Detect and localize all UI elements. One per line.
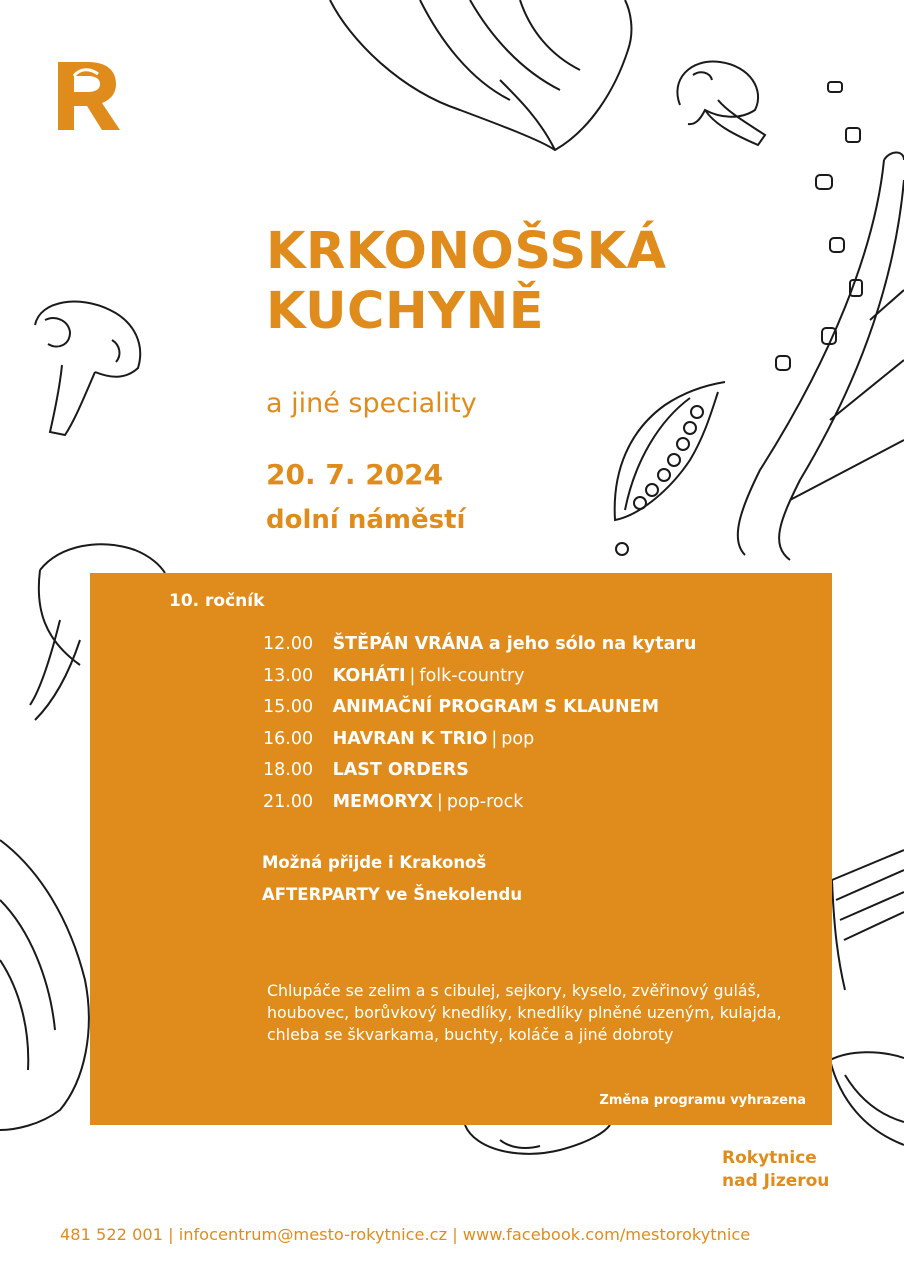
extra-krakonos: Možná přijde i Krakonoš xyxy=(262,853,487,872)
edition-label: 10. ročník xyxy=(169,591,265,611)
contact-line: 481 522 001 | infocentrum@mesto-rokytnice.cz | www.facebook.com/mestorokytnice xyxy=(60,1225,751,1244)
schedule-time: 16.00 xyxy=(263,728,314,749)
schedule-item: 21.00 MEMORYX | pop-rock xyxy=(263,787,696,819)
schedule-act: LAST ORDERS xyxy=(332,760,469,780)
mushroom-icon xyxy=(677,62,765,145)
event-place: dolní náměstí xyxy=(266,505,466,535)
subtitle: a jiné speciality xyxy=(266,388,477,419)
extras xyxy=(262,847,522,911)
extra-afterparty: AFTERPARTY ve Šnekolendu xyxy=(262,885,523,904)
food-list: Chlupáče se zelim a s cibulej, sejkory, kyselo, zvěřinový guláš, houbovec, borůvkový knedlíky, knedlíky plněné uzeným, kulajda, chleba se škvarkama, buchty, koláče a jiné dobroty xyxy=(267,981,782,1044)
page-title xyxy=(266,222,667,342)
schedule-genre: pop-rock xyxy=(446,791,524,812)
pea-pod-icon xyxy=(615,382,725,520)
schedule-act: MEMORYX xyxy=(332,791,433,812)
leek-icon xyxy=(832,850,904,990)
leek-icon xyxy=(738,153,904,561)
schedule-time: 12.00 xyxy=(263,634,314,654)
schedule-act: KOHÁTI xyxy=(332,665,406,686)
title-line-2: KUCHYNĚ xyxy=(266,282,545,341)
mushroom-icon xyxy=(35,302,140,435)
pepper-icon xyxy=(330,0,631,150)
schedule-list xyxy=(263,629,696,818)
town-line-1: Rokytnice xyxy=(722,1148,817,1168)
schedule-time: 15.00 xyxy=(263,697,314,717)
town-name xyxy=(722,1147,829,1193)
onion-icon xyxy=(0,840,89,1130)
schedule-genre: folk-country xyxy=(419,665,525,686)
schedule-item: 16.00 HAVRAN K TRIO | pop xyxy=(263,724,696,756)
mushroom-icon xyxy=(465,1125,610,1154)
schedule-item xyxy=(263,692,696,724)
onion-icon xyxy=(830,1052,904,1145)
schedule-act: ŠTĚPÁN VRÁNA xyxy=(332,634,484,654)
schedule-act: ANIMAČNÍ PROGRAM S KLAUNEM xyxy=(332,697,660,717)
schedule-item: 13.00 KOHÁTI | folk-country xyxy=(263,661,696,693)
schedule-act: HAVRAN K TRIO xyxy=(332,728,488,749)
event-date: 20. 7. 2024 xyxy=(266,458,444,491)
schedule-time: 21.00 xyxy=(263,791,314,812)
schedule-item xyxy=(263,755,696,787)
r-logo-icon xyxy=(54,58,122,132)
title-line-1: KRKONOŠSKÁ xyxy=(266,222,667,281)
program-note: Změna programu vyhrazena xyxy=(599,1093,806,1108)
program-panel xyxy=(90,573,832,1125)
schedule-time: 13.00 xyxy=(263,665,314,686)
schedule-item xyxy=(263,629,696,661)
schedule-genre: a jeho sólo na kytaru xyxy=(488,634,697,654)
schedule-time: 18.00 xyxy=(263,760,314,780)
town-line-2: nad Jizerou xyxy=(722,1171,830,1191)
schedule-genre: pop xyxy=(501,728,535,749)
